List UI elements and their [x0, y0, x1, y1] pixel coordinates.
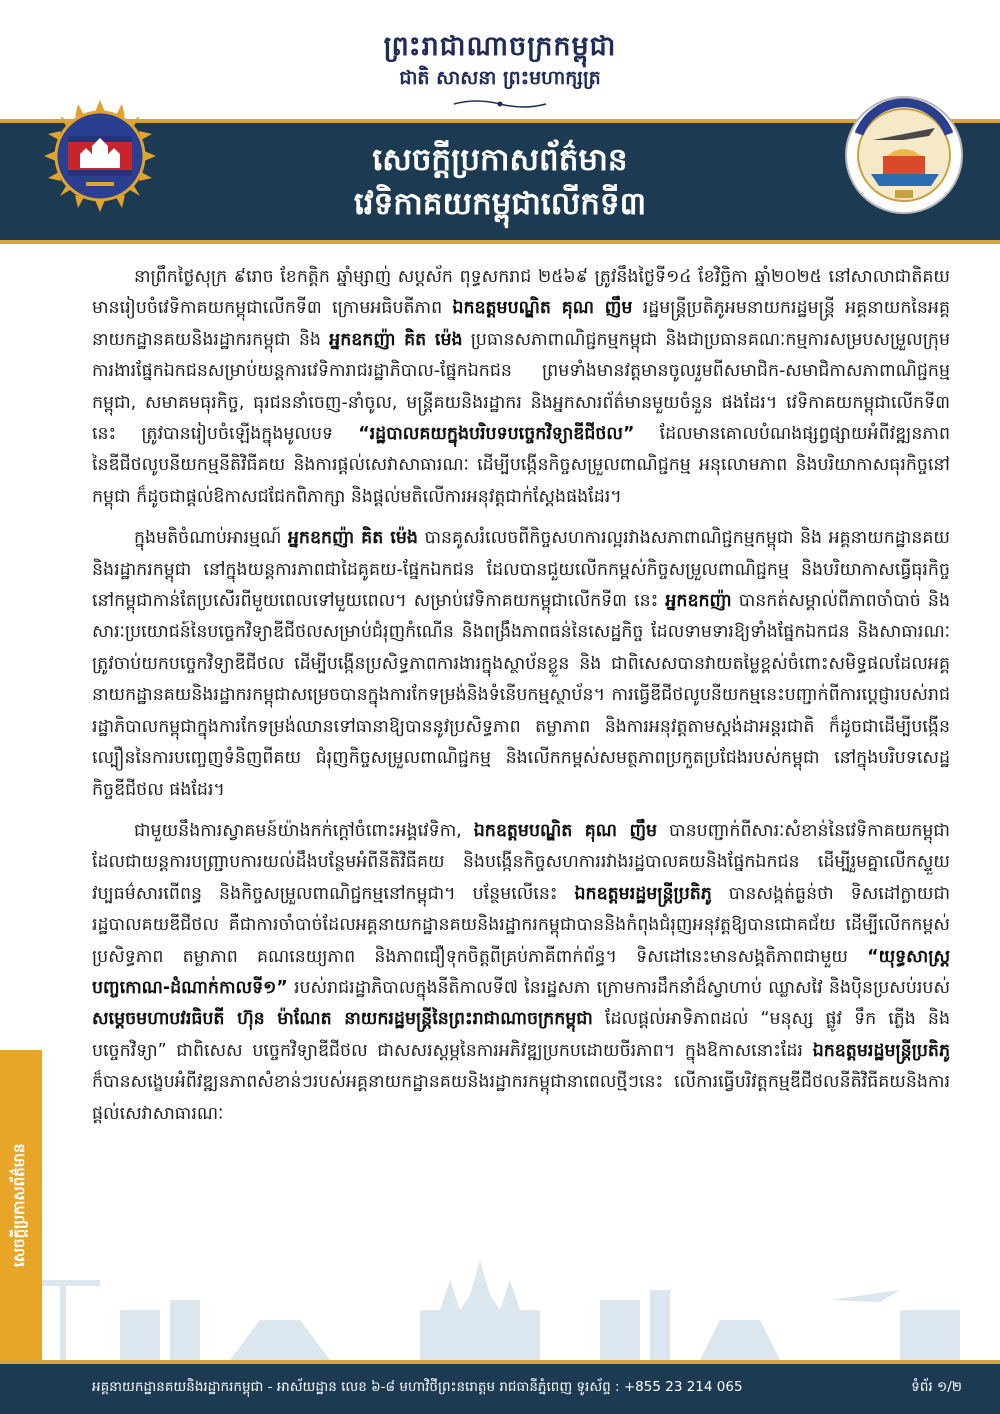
page-number: ទំព័រ ១/២: [911, 1379, 962, 1395]
side-tab-label: សេចក្តីប្រកាសព័ត៌មាន: [10, 1143, 28, 1267]
p1-theme: “រដ្ឋបាលគយក្នុងបរិបទបច្ចេកវិទ្យាឌីជីថល”: [358, 424, 635, 445]
city-skyline-watermark-icon: [0, 1240, 1000, 1360]
p1-text: រដ្ឋមន្ត្រីប្រតិភូអមនាយករដ្ឋមន្ត្រី អគ្គនាយកនៃអគ្គនាយកដ្ឋានគយនិងរដ្ឋាករកម្ពុជា និង: [92, 298, 951, 350]
p1-text: ប្រធានសភាពាណិជ្ជកម្មកម្ពុជា និងជាប្រធានគណៈកម្មការសម្របសម្រួលក្រុមការងារផ្នែកឯកជនសម្រាប់យន្តការវេទិការាជរដ្ឋាភិបាល-ផ្នែកឯកជន ព្រមទាំងមានវត្តមានចូលរួមពីសមាជិក-សមាជិកាសភាពាណិជ្ជកម្មកម្ពុជា, សមាគមធុរកិច្ច, ធុរជននាំចេញ-នាំចូល, មន្ត្រីគយនិងរដ្ឋាករ និងអ្នកសារព័ត៌មានមួយចំនួន ផងដែរ។ វេទិកាគយកម្ពុជាលើកទី៣ នេះ ត្រូវបានរៀបចំឡើងក្នុងមូលបទ: [92, 329, 950, 445]
side-tab: [0, 1050, 42, 1360]
p2-text: បានកត់សម្គាល់ពីភាពចាំបាច់ និងសារៈប្រយោជន៍នៃបច្ចេកវិទ្យាឌីជីថលសម្រាប់ជំរុញកំណើន និងពង្រឹងភាពធន់នៃសេដ្ឋកិច្ច ដែលទាមទារឱ្យទាំងផ្នែកឯកជន និងសាធារណៈត្រូវចាប់យកបច្ចេកវិទ្យាឌីជីថល ដើម្បីបង្កើនប្រសិទ្ធភាពការងារក្នុងស្ថាប័នខ្លួន និង ជាពិសេសបានវាយតម្លៃខ្ពស់ចំពោះសមិទ្ធផលដែលអគ្គនាយកដ្ឋានគយនិងរដ្ឋាករកម្ពុជាសម្រេចបានក្នុងការកែទម្រង់និងទំនើបកម្មស្ថាប័ន។ ការធ្វើឌីជីថលូបនីយកម្មនេះបញ្ជាក់ពីការប្តេជ្ញារបស់រាជរដ្ឋាភិបាលកម្ពុជាក្នុងការកែទម្រង់ឈានទៅធានាឱ្យបាននូវប្រសិទ្ធភាព តម្លាភាព និងការអនុវត្តតាមស្តង់ដាអន្តរជាតិ ក៏ដូចជាដើម្បីបង្កើនល្បឿននៃការបញ្ចេញទំនិញពីគយ ជំរុញកិច្ចសម្រួលពាណិជ្ជកម្ម និងលើកកម្ពស់សមត្ថភាពប្រកួតប្រជែងរបស់កម្ពុជា នៅក្នុងបរិបទសេដ្ឋកិច្ចឌីជីថល ផងដែរ។: [92, 591, 950, 800]
p3-text: ក៏បានសង្ខេបអំពីវឌ្ឍនភាពសំខាន់ៗរបស់អគ្គនាយកដ្ឋានគយនិងរដ្ឋាករកម្ពុជានាពេលថ្មីៗនេះ លើការធ្វើបរិវត្តកម្មឌីជីថលនីតិវិធីគយនិងការផ្តល់សេវាសាធារណៈ: [92, 1072, 950, 1124]
p3-text: ដែលផ្តល់អាទិភាពដល់ “មនុស្ស ផ្លូវ ទឹក ភ្លើង និងបច្ចេកវិទ្យា” ជាពិសេស បច្ចេកវិទ្យាឌីជីថល ជាសសរស្តម្ភនៃការអភិវឌ្ឍប្រកបដោយចីរភាព។ ក្នុងឱកាសនោះដែរ: [92, 1009, 950, 1061]
press-release-title: សេចក្តីប្រកាសព័ត៌មាន: [372, 142, 628, 178]
kingdom-heading: ព្រះរាជាណាចក្រកម្ពុជា: [383, 31, 617, 62]
p1-text: ដែលមានគោលបំណងផ្សព្វផ្សាយអំពីវឌ្ឍនភាពនៃឌីជីថលូបនីយកម្មនីតិវិធីគយ និងការផ្តល់សេវាសាធារណៈ ដើម្បីបង្កើនកិច្ចសម្រួលពាណិជ្ជកម្ម អនុលោមភាព និងបរិយាកាសធុរកិច្ចនៅកម្ពុជា ក៏ដូចជាផ្តល់ឱកាសជជែកពិភាក្សា និងផ្តល់មតិលើការអនុវត្តជាក់ស្តែងផងដែរ។: [92, 424, 950, 507]
banner-bottom-gold-line: [0, 240, 1000, 244]
chamber-of-commerce-emblem-icon: [843, 94, 965, 216]
p2-name-kith-meng: អ្នកឧកញ៉ា គិត ម៉េង: [287, 528, 418, 549]
p3-text: របស់រាជរដ្ឋាភិបាលក្នុងនីតិកាលទី៧ នៃរដ្ឋសភា ក្រោមការដឹកនាំដ៏ស្វាហាប់ ឈ្លាសវៃ និងប៉ិនប្រសប់របស់: [287, 977, 950, 998]
p1-name-kun-nhim: ឯកឧត្តមបណ្ឌិត គុណ ញឹម: [452, 298, 633, 319]
p3-text: បានបញ្ជាក់ពីសារៈសំខាន់នៃវេទិកាគយកម្ពុជា ដែលជាយន្តការបញ្ជ្រាបការយល់ដឹងបន្ថែមអំពីនីតិវិធីគយ និងបង្កើនកិច្ចសហការរវាងរដ្ឋបាលគយនិងផ្នែកឯកជន ដើម្បីរួមគ្នាលើកស្ទួយវប្បធម៌សារពើពន្ធ និងកិច្ចសម្រួលពាណិជ្ជកម្មនៅកម្ពុជា។ បន្ថែមលើនេះ: [92, 820, 950, 904]
ornament-divider-icon: [452, 98, 548, 110]
p3-title-delegate-minister: ឯកឧត្តមរដ្ឋមន្ត្រីប្រតិភូ: [812, 1040, 950, 1061]
footer: [0, 1364, 1000, 1414]
p3-name-prime-minister: សម្តេចមហាបវរធិបតី ហ៊ុន ម៉ាណែត នាយករដ្ឋមន្ត្រីនៃព្រះរាជាណាចក្រកម្ពុជា: [92, 1009, 593, 1030]
p3-pentagonal-strategy: “យុទ្ធសាស្ត្របញ្ចកោណ-ដំណាក់កាលទី១”: [92, 946, 950, 998]
gdce-emblem-icon: [42, 98, 158, 214]
paragraph-2: [92, 523, 950, 806]
forum-title: វេទិកាគយកម្ពុជាលើកទី៣: [353, 186, 647, 222]
p2-title-oknha: អ្នកឧកញ៉ា: [665, 591, 732, 612]
paragraph-1: [92, 262, 950, 513]
p1-name-kith-meng: អ្នកឧកញ៉ា គិត ម៉េង: [329, 329, 463, 350]
article-body: [92, 262, 950, 1140]
footer-address: អគ្គនាយកដ្ឋានគយនិងរដ្ឋាករកម្ពុជា - អាស័យដ្ឋាន លេខ ៦-៨ មហាវិថីព្រះនរោត្តម រាជធានីភ្នំពេញ ទូរស័ព្ទ : +855 23 214 065: [92, 1379, 743, 1395]
p3-text: ជាមួយនឹងការស្វាគមន៍យ៉ាងកក់ក្តៅចំពោះអង្គវេទិកា,: [134, 820, 474, 841]
p3-title-delegate-minister: ឯកឧត្តមរដ្ឋមន្ត្រីប្រតិភូ: [574, 883, 712, 904]
national-motto: ជាតិ សាសនា ព្រះមហាក្សត្រ: [399, 67, 601, 89]
paragraph-3: [92, 816, 950, 1130]
p2-text: ក្នុងមតិចំណាប់អារម្មណ៍: [134, 528, 288, 549]
p2-text: បានគូសរំលេចពីកិច្ចសហការល្អរវាងសភាពាណិជ្ជកម្មកម្ពុជា និង អគ្គនាយកដ្ឋានគយនិងរដ្ឋាករកម្ពុជា នៅក្នុងយន្តការភាពជាដៃគូគយ-ផ្នែកឯកជន ដែលបានជួយលើកកម្ពស់កិច្ចសម្រួលពាណិជ្ជកម្ម និងបរិយាកាសធ្វើធុរកិច្ចនៅកម្ពុជាកាន់តែប្រសើរពីមួយពេលទៅមួយពេល។ សម្រាប់វេទិកាគយកម្ពុជាលើកទី៣ នេះ: [92, 528, 950, 612]
p3-name-kun-nhim: ឯកឧត្តមបណ្ឌិត គុណ ញឹម: [473, 820, 658, 841]
p1-text: នាព្រឹកថ្ងៃសុក្រ ៩រោច ខែកត្តិក ឆ្នាំម្សាញ់ សប្តស័ក ពុទ្ធសករាជ ២៥៦៩ ត្រូវនឹងថ្ងៃទី១៤ ខែវិច្ឆិកា ឆ្នាំ២០២៥ នៅសាលាជាតិគយ មានរៀបចំវេទិកាគយកម្ពុជាលើកទី៣ ក្រោមអធិបតីភាព: [92, 267, 950, 319]
p3-text: បានសង្កត់ធ្ងន់ថា ទិសដៅក្លាយជារដ្ឋបាលគយឌីជីថល គឺជាការចាំបាច់ដែលអគ្គនាយកដ្ឋានគយនិងរដ្ឋាករកម្ពុជាបាននិងកំពុងជំរុញអនុវត្តឱ្យបានជោគជ័យ ដើម្បីលើកកម្ពស់ប្រសិទ្ធភាព តម្លាភាព គណនេយ្យភាព និងភាពជឿទុកចិត្តពីគ្រប់ភាគីពាក់ព័ន្ធ។ ទិសដៅនេះមានសង្គតិភាពជាមួយ: [92, 883, 951, 967]
